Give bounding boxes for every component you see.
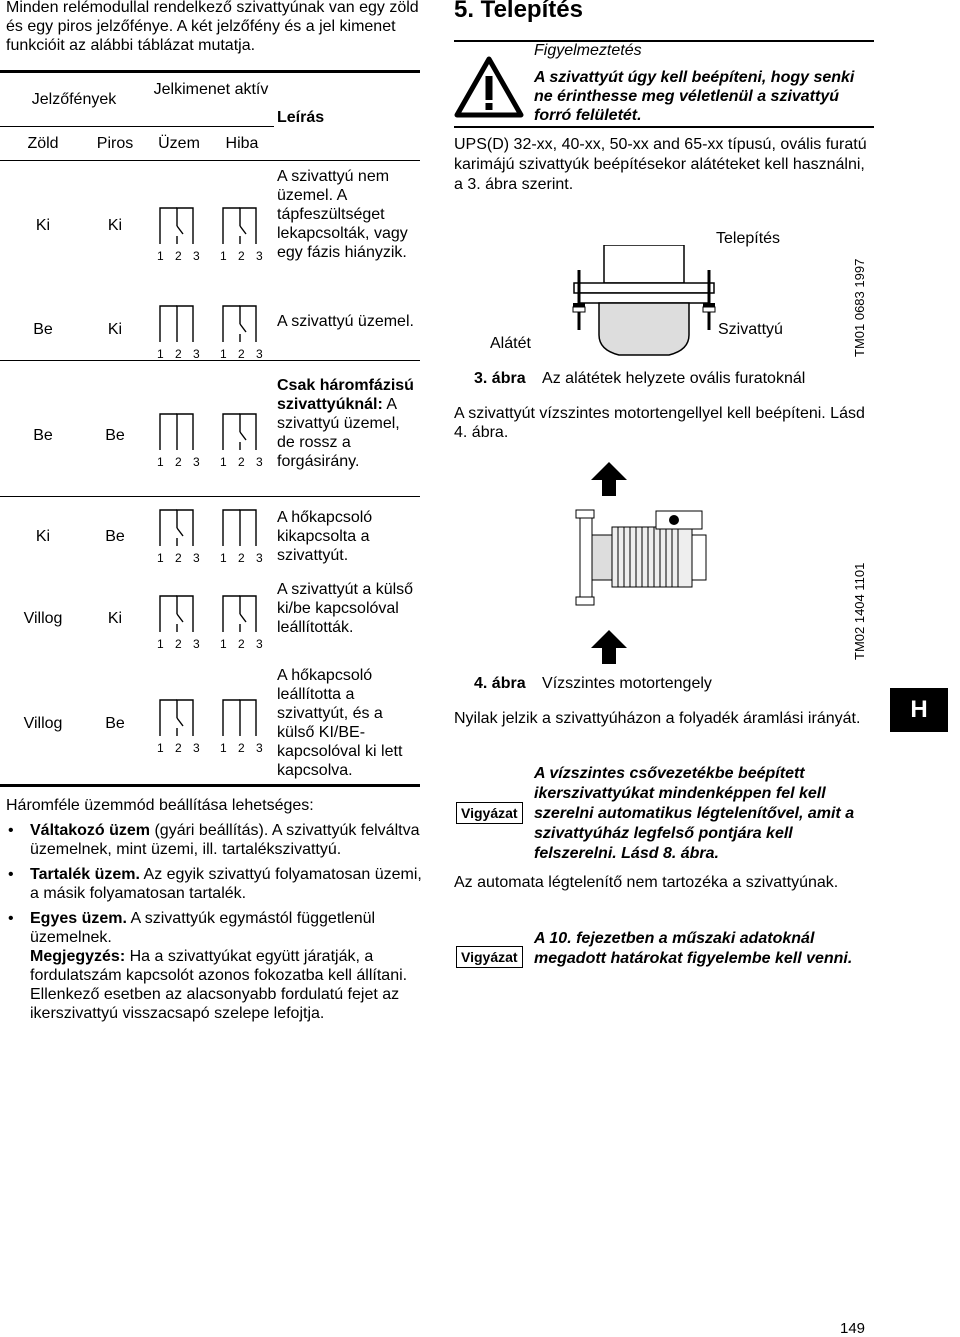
switch-terminal-label: 1 bbox=[220, 741, 227, 755]
switch-terminal-label: 2 bbox=[175, 249, 182, 263]
section-title: 5. Telepítés bbox=[454, 0, 583, 23]
caution-label-1: Vigyázat bbox=[456, 802, 523, 824]
relay-switch-icon bbox=[218, 298, 272, 364]
mode-item-3-text: A szivattyúk egymástól függetlenül üzemelnek. bbox=[30, 910, 376, 946]
switch-terminal-label: 2 bbox=[238, 637, 245, 651]
switch-terminal-label: 1 bbox=[220, 347, 227, 361]
figure-4 bbox=[454, 460, 874, 670]
switch-terminal-label: 1 bbox=[220, 551, 227, 565]
caution-text-2: A 10. fejezetben a műszaki adatoknál megadott határokat figyelembe kell venni. bbox=[534, 930, 853, 967]
switch-terminal-label: 3 bbox=[193, 551, 200, 565]
mode-item-3 bbox=[6, 909, 426, 1023]
fig3-code: TM01 0683 1997 bbox=[852, 258, 867, 357]
relay-switch-icon bbox=[155, 406, 209, 472]
row3-desc-bold: Csak háromfázisú szivattyúknál: bbox=[277, 377, 414, 413]
mode-item-1-text: (gyári beállítás). A szivattyúk felváltva üzemelnek, mint üzemi, ill. tartalékszivattyú. bbox=[30, 822, 420, 858]
fig3-caption-text: Az alátétek helyzete ovális furatoknál bbox=[542, 370, 806, 387]
mode-item-2-title: Tartalék üzem. bbox=[30, 866, 140, 883]
row1-description bbox=[277, 167, 417, 262]
warning-triangle-icon bbox=[454, 56, 524, 118]
header-piros: Piros bbox=[96, 135, 134, 152]
caution-text-1: A vízszintes csővezetékbe beépített ikerszivattyúkat mindenképpen fel kell szerelni automatikus légtelenítővel, amit a szivattyúház legfelső pontjára kell felszerelni. Lásd 8. ábra. bbox=[534, 765, 855, 862]
row3-rule bbox=[0, 496, 420, 497]
relay-switch-icon bbox=[155, 588, 209, 654]
header-jelkimenet: Jelkimenet aktív bbox=[153, 81, 269, 98]
header-bottom-rule bbox=[0, 160, 420, 161]
row2-description bbox=[277, 312, 417, 331]
fig3-caption-num: 3. ábra bbox=[474, 370, 526, 387]
switch-terminal-label: 1 bbox=[157, 249, 164, 263]
figure-3 bbox=[454, 225, 874, 370]
header-zold: Zöld bbox=[27, 135, 59, 152]
header-hiba: Hiba bbox=[225, 135, 259, 152]
row5-desc-text: A szivattyút a külső ki/be kapcsolóval leállították. bbox=[277, 581, 414, 636]
header-jelzofenyek: Jelzőfények bbox=[31, 91, 117, 108]
switch-terminal-label: 2 bbox=[175, 637, 182, 651]
fig4-caption bbox=[474, 675, 712, 693]
fig4-caption-num: 4. ábra bbox=[474, 675, 526, 692]
switch-terminal-label: 1 bbox=[220, 455, 227, 469]
note-text: Ha a szivattyúkat együtt járatják, a fordulatszám kapcsolót azonos fokozatba kell állítani. Ellenkező esetben az alacsonyabb fordulatú fejet az ikerszivattyú visszacsapó szelepe lefojtja. bbox=[30, 948, 408, 1022]
flange-washer-drawing bbox=[569, 245, 729, 370]
para-flow-arrows: Nyilak jelzik a szivattyúházon a folyadék áramlási irányát. bbox=[454, 710, 861, 727]
switch-terminal-label: 2 bbox=[238, 551, 245, 565]
table-bottom-rule bbox=[0, 784, 420, 787]
mode-item-2 bbox=[6, 865, 426, 903]
header-uzem: Üzem bbox=[158, 135, 200, 152]
row4-piros: Be bbox=[105, 528, 125, 545]
warning-title: Figyelmeztetés bbox=[534, 42, 642, 59]
relay-switch-icon bbox=[218, 200, 272, 266]
switch-terminal-label: 1 bbox=[157, 455, 164, 469]
row4-zold: Ki bbox=[35, 528, 51, 545]
switch-terminal-label: 2 bbox=[175, 455, 182, 469]
para-horizontal-shaft: A szivattyút vízszintes motortengellyel kell beépíteni. Lásd 4. ábra. bbox=[454, 405, 865, 441]
row6-zold: Villog bbox=[23, 715, 63, 732]
switch-terminal-label: 3 bbox=[256, 741, 263, 755]
warning-box bbox=[454, 40, 874, 128]
caution-label-2: Vigyázat bbox=[456, 946, 523, 968]
relay-switch-icon bbox=[218, 692, 272, 758]
switch-terminal-label: 3 bbox=[256, 455, 263, 469]
operating-modes bbox=[6, 796, 426, 1023]
row3-desc-text: A szivattyú üzemel, de rossz a forgásirány. bbox=[277, 396, 400, 470]
relay-switch-icon bbox=[155, 298, 209, 364]
switch-terminal-label: 1 bbox=[157, 347, 164, 361]
row5-zold: Villog bbox=[23, 610, 63, 627]
row3-piros: Be bbox=[105, 427, 125, 444]
relay-switch-icon bbox=[155, 200, 209, 266]
fig3-label-alatet: Alátét bbox=[490, 335, 531, 352]
switch-terminal-label: 2 bbox=[238, 249, 245, 263]
row4-desc-text: A hőkapcsoló kikapcsolta a szivattyút. bbox=[277, 509, 373, 564]
modes-intro: Háromféle üzemmód beállítása lehetséges: bbox=[6, 797, 314, 814]
mode-item-2-text: Az egyik szivattyú folyamatosan üzemi, a másik folyamatosan tartalék. bbox=[30, 866, 422, 902]
arrow-up-icon bbox=[589, 628, 629, 668]
switch-terminal-label: 3 bbox=[256, 551, 263, 565]
switch-terminal-label: 2 bbox=[175, 347, 182, 361]
switch-terminal-label: 2 bbox=[175, 551, 182, 565]
note-title: Megjegyzés: bbox=[30, 948, 126, 965]
relay-switch-icon bbox=[218, 502, 272, 568]
fig3-label-szivattyu: Szivattyú bbox=[718, 321, 783, 338]
switch-terminal-label: 3 bbox=[193, 637, 200, 651]
switch-terminal-label: 3 bbox=[256, 249, 263, 263]
row5-piros: Ki bbox=[107, 610, 123, 627]
row3-description bbox=[277, 376, 417, 471]
intro-text: Minden relémodullal rendelkező szivattyúnak van egy zöld és egy piros jelzőfénye. A két jelzőfény és a jel kimenet funkcióit az alábbi táblázat mutatja. bbox=[6, 0, 419, 54]
switch-terminal-label: 2 bbox=[238, 455, 245, 469]
arrow-up-icon bbox=[589, 460, 629, 500]
row2-rule bbox=[0, 360, 420, 361]
row4-description bbox=[277, 508, 417, 565]
header-rule bbox=[0, 126, 274, 127]
para-washers: UPS(D) 32-xx, 40-xx, 50-xx and 65-xx típusú, ovális furatú karimájú szivattyúk beépítésekor alátéteket kell használni, a 3. ábra szerint. bbox=[454, 136, 867, 193]
mode-item-1 bbox=[6, 821, 426, 859]
row3-zold: Be bbox=[33, 427, 53, 444]
fig3-caption bbox=[474, 370, 805, 388]
switch-terminal-label: 3 bbox=[193, 347, 200, 361]
row2-piros: Ki bbox=[107, 321, 123, 338]
switch-terminal-label: 3 bbox=[193, 249, 200, 263]
language-tab: H bbox=[890, 688, 948, 732]
fig3-label-telepites: Telepítés bbox=[716, 230, 781, 247]
pump-drawing bbox=[574, 505, 734, 615]
row6-description bbox=[277, 666, 417, 780]
fig4-code: TM02 1404 1101 bbox=[852, 562, 867, 660]
switch-terminal-label: 1 bbox=[157, 551, 164, 565]
switch-terminal-label: 1 bbox=[157, 637, 164, 651]
warning-text: A szivattyút úgy kell beépíteni, hogy senki ne érinthesse meg véletlenül a szivattyú forró felületét. bbox=[534, 69, 855, 124]
fig4-caption-text: Vízszintes motortengely bbox=[542, 675, 712, 692]
switch-terminal-label: 1 bbox=[157, 741, 164, 755]
mode-item-1-title: Váltakozó üzem bbox=[30, 822, 151, 839]
table-top-rule bbox=[0, 70, 420, 73]
switch-terminal-label: 2 bbox=[175, 741, 182, 755]
switch-terminal-label: 1 bbox=[220, 249, 227, 263]
row6-desc-text: A hőkapcsoló leállította a szivattyút, és a külső KI/BE-kapcsolóval ki lett kapcsolva. bbox=[277, 667, 403, 779]
mode-item-3-title: Egyes üzem. bbox=[30, 910, 127, 927]
switch-terminal-label: 2 bbox=[238, 347, 245, 361]
row1-piros: Ki bbox=[107, 217, 123, 234]
row2-zold: Be bbox=[33, 321, 53, 338]
header-leiras: Leírás bbox=[277, 109, 325, 126]
page-number: 149 bbox=[840, 1320, 866, 1337]
row5-description bbox=[277, 580, 417, 637]
row2-desc-text: A szivattyú üzemel. bbox=[277, 313, 414, 330]
switch-terminal-label: 3 bbox=[193, 741, 200, 755]
relay-switch-icon bbox=[218, 406, 272, 472]
relay-switch-icon bbox=[218, 588, 272, 654]
relay-switch-icon bbox=[155, 692, 209, 758]
row1-zold: Ki bbox=[35, 217, 51, 234]
switch-terminal-label: 1 bbox=[220, 637, 227, 651]
switch-terminal-label: 3 bbox=[193, 455, 200, 469]
switch-terminal-label: 2 bbox=[238, 741, 245, 755]
relay-switch-icon bbox=[155, 502, 209, 568]
row6-piros: Be bbox=[105, 715, 125, 732]
row1-desc-text: A szivattyú nem üzemel. A tápfeszültséget lekapcsolták, vagy egy fázis hiányzik. bbox=[277, 168, 408, 261]
switch-terminal-label: 3 bbox=[256, 637, 263, 651]
para-air-vent: Az automata légtelenítő nem tartozéka a szivattyúnak. bbox=[454, 874, 839, 891]
switch-terminal-label: 3 bbox=[256, 347, 263, 361]
